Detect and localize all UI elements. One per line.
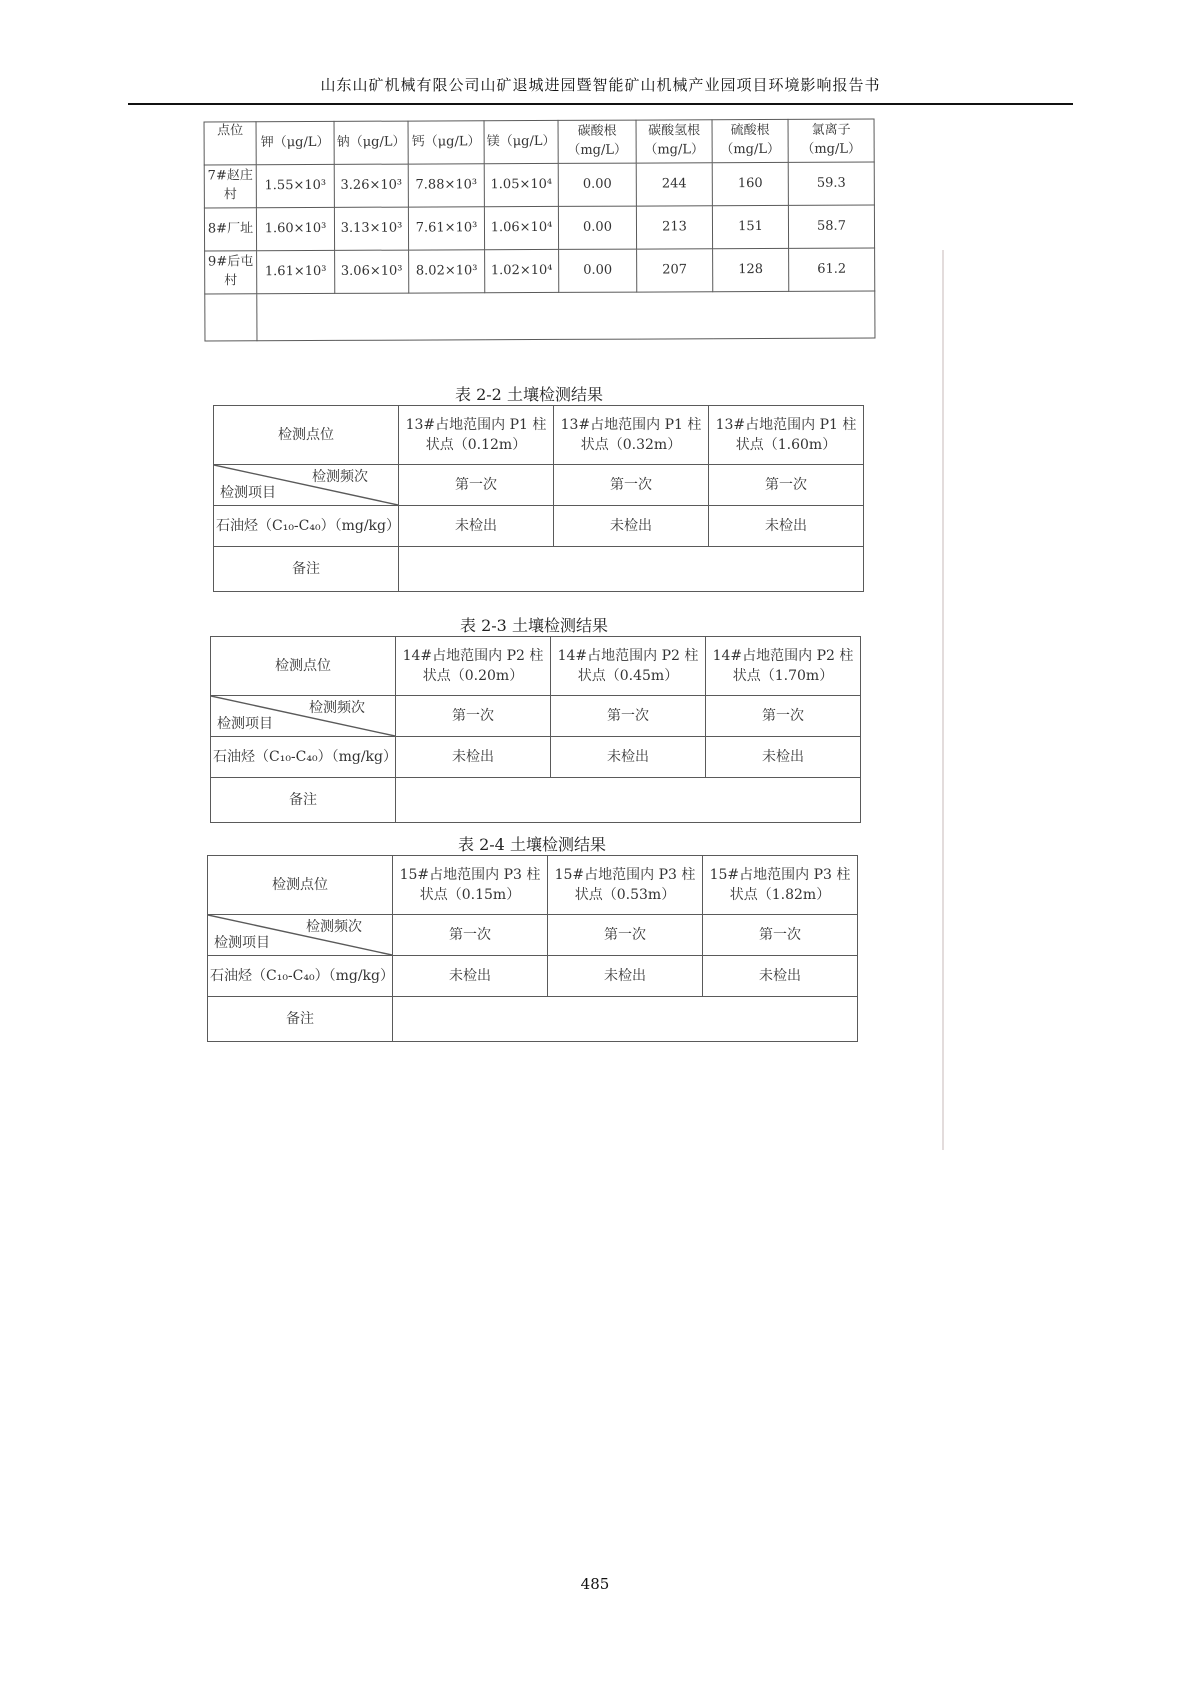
site-cell: 8#厂址 bbox=[204, 208, 256, 251]
frequency-row bbox=[211, 696, 861, 737]
frequency-label: 检测频次 bbox=[309, 700, 365, 716]
result-cell: 未检出 bbox=[548, 956, 703, 997]
diagonal-header-cell bbox=[211, 696, 396, 737]
sulfate-cell: 160 bbox=[712, 162, 788, 205]
potassium-cell: 1.55×10³ bbox=[256, 164, 334, 207]
carbonate-cell: 0.00 bbox=[559, 249, 637, 292]
result-row bbox=[214, 506, 864, 547]
sulfate-cell: 151 bbox=[712, 205, 788, 248]
result-cell: 未检出 bbox=[396, 737, 551, 778]
calcium-cell: 7.88×10³ bbox=[408, 164, 484, 207]
site-cell: 15#占地范围内 P3 柱状点（0.15m） bbox=[393, 856, 548, 915]
sulfate-cell: 128 bbox=[713, 248, 789, 291]
frequency-cell: 第一次 bbox=[551, 696, 706, 737]
page-header: 山东山矿机械有限公司山矿退城进园暨智能矿山机械产业园项目环境影响报告书 bbox=[320, 76, 881, 94]
column-header: 钠（μg/L） bbox=[334, 121, 408, 164]
site-cell: 13#占地范围内 P1 柱状点（0.12m） bbox=[399, 406, 554, 465]
result-cell: 未检出 bbox=[554, 506, 709, 547]
column-header: 钙（μg/L） bbox=[408, 121, 484, 164]
frequency-label: 检测频次 bbox=[306, 919, 362, 935]
site-cell: 14#占地范围内 P2 柱状点（0.20m） bbox=[396, 637, 551, 696]
potassium-cell: 1.61×10³ bbox=[257, 250, 335, 293]
frequency-cell: 第一次 bbox=[703, 915, 858, 956]
soil-table-2-3 bbox=[210, 636, 861, 823]
site-cell: 15#占地范围内 P3 柱状点（0.53m） bbox=[548, 856, 703, 915]
table-caption: 表 2-3 土壤检测结果 bbox=[460, 616, 608, 635]
table-caption: 表 2-2 土壤检测结果 bbox=[455, 385, 603, 404]
site-row bbox=[214, 406, 864, 465]
calcium-cell: 7.61×10³ bbox=[408, 207, 484, 250]
table-caption: 表 2-4 土壤检测结果 bbox=[458, 835, 606, 854]
frequency-cell: 第一次 bbox=[399, 465, 554, 506]
note-cell bbox=[393, 997, 858, 1042]
note-cell bbox=[399, 547, 864, 592]
frequency-cell: 第一次 bbox=[548, 915, 703, 956]
diagonal-header-cell bbox=[214, 465, 399, 506]
diagonal-header-cell bbox=[208, 915, 393, 956]
frequency-row bbox=[208, 915, 858, 956]
frequency-cell: 第一次 bbox=[709, 465, 864, 506]
column-header: 点位 bbox=[204, 122, 256, 165]
table-row bbox=[204, 162, 874, 208]
note-cell bbox=[396, 778, 861, 823]
note-label-cell: 备注 bbox=[208, 997, 393, 1042]
column-header: 碳酸氢根（mg/L） bbox=[636, 120, 712, 163]
result-cell: 未检出 bbox=[703, 956, 858, 997]
frequency-cell: 第一次 bbox=[396, 696, 551, 737]
column-header: 氯离子（mg/L） bbox=[788, 119, 874, 162]
site-cell: 14#占地范围内 P2 柱状点（0.45m） bbox=[551, 637, 706, 696]
result-cell: 未检出 bbox=[551, 737, 706, 778]
site-cell: 7#赵庄村 bbox=[204, 165, 256, 208]
soil-table-2-2 bbox=[213, 405, 864, 592]
sodium-cell: 3.06×10³ bbox=[335, 250, 409, 293]
column-header: 硫酸根（mg/L） bbox=[712, 119, 788, 162]
bicarbonate-cell: 244 bbox=[636, 163, 712, 206]
frequency-label: 检测频次 bbox=[312, 469, 368, 485]
water-quality-table bbox=[204, 119, 876, 342]
chloride-cell: 58.7 bbox=[788, 205, 874, 248]
site-cell: 13#占地范围内 P1 柱状点（0.32m） bbox=[554, 406, 709, 465]
sodium-cell: 3.13×10³ bbox=[334, 207, 408, 250]
result-cell: 未检出 bbox=[709, 506, 864, 547]
water-table-header-row bbox=[204, 119, 874, 165]
soil-table-2-4 bbox=[207, 855, 858, 1042]
note-label-cell: 备注 bbox=[211, 778, 396, 823]
column-header: 钾（μg/L） bbox=[256, 121, 334, 164]
empty-cell bbox=[205, 294, 257, 341]
scan-edge bbox=[942, 250, 944, 1150]
magnesium-cell: 1.05×10⁴ bbox=[484, 163, 558, 206]
frequency-cell: 第一次 bbox=[554, 465, 709, 506]
site-cell: 14#占地范围内 P2 柱状点（1.70m） bbox=[706, 637, 861, 696]
bicarbonate-cell: 213 bbox=[636, 206, 712, 249]
frequency-cell: 第一次 bbox=[706, 696, 861, 737]
site-label-cell: 检测点位 bbox=[214, 406, 399, 465]
chloride-cell: 61.2 bbox=[789, 248, 875, 291]
result-cell: 未检出 bbox=[393, 956, 548, 997]
empty-cell bbox=[257, 291, 875, 341]
site-cell: 13#占地范围内 P1 柱状点（1.60m） bbox=[709, 406, 864, 465]
calcium-cell: 8.02×10³ bbox=[409, 250, 485, 293]
note-label-cell: 备注 bbox=[214, 547, 399, 592]
item-cell: 石油烃（C₁₀-C₄₀）（mg/kg） bbox=[214, 506, 399, 547]
item-label: 检测项目 bbox=[214, 934, 270, 951]
chloride-cell: 59.3 bbox=[788, 162, 874, 205]
carbonate-cell: 0.00 bbox=[558, 206, 636, 249]
bicarbonate-cell: 207 bbox=[637, 249, 713, 292]
column-header: 镁（μg/L） bbox=[484, 120, 558, 163]
sodium-cell: 3.26×10³ bbox=[334, 164, 408, 207]
frequency-cell: 第一次 bbox=[393, 915, 548, 956]
site-label-cell: 检测点位 bbox=[208, 856, 393, 915]
table-row-empty bbox=[205, 291, 875, 341]
potassium-cell: 1.60×10³ bbox=[256, 207, 334, 250]
page-number: 485 bbox=[580, 1575, 610, 1593]
frequency-row bbox=[214, 465, 864, 506]
note-row bbox=[208, 997, 858, 1042]
table-row bbox=[204, 205, 874, 251]
magnesium-cell: 1.02×10⁴ bbox=[485, 249, 559, 292]
result-cell: 未检出 bbox=[399, 506, 554, 547]
item-label: 检测项目 bbox=[220, 484, 276, 501]
column-header: 碳酸根（mg/L） bbox=[558, 120, 636, 163]
item-label: 检测项目 bbox=[217, 715, 273, 732]
note-row bbox=[214, 547, 864, 592]
result-row bbox=[211, 737, 861, 778]
magnesium-cell: 1.06×10⁴ bbox=[484, 206, 558, 249]
carbonate-cell: 0.00 bbox=[558, 163, 636, 206]
site-row bbox=[208, 856, 858, 915]
result-cell: 未检出 bbox=[706, 737, 861, 778]
table-row bbox=[205, 248, 875, 294]
result-row bbox=[208, 956, 858, 997]
item-cell: 石油烃（C₁₀-C₄₀）（mg/kg） bbox=[208, 956, 393, 997]
site-cell: 15#占地范围内 P3 柱状点（1.82m） bbox=[703, 856, 858, 915]
item-cell: 石油烃（C₁₀-C₄₀）（mg/kg） bbox=[211, 737, 396, 778]
note-row bbox=[211, 778, 861, 823]
site-label-cell: 检测点位 bbox=[211, 637, 396, 696]
site-row bbox=[211, 637, 861, 696]
site-cell: 9#后屯村 bbox=[205, 251, 257, 294]
